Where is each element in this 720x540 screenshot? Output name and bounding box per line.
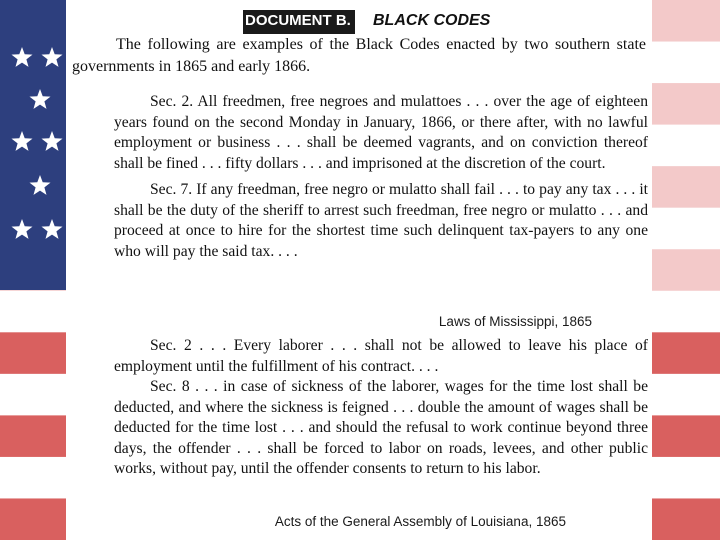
flag-canton (0, 0, 72, 290)
intro-paragraph: The following are examples of the Black Codes enacted by two southern state governments in 1865 and early 1866. (72, 36, 646, 75)
louisiana-source-citation: Acts of the General Assembly of Louisiana, 1865 (274, 514, 566, 529)
louisiana-excerpt (114, 336, 648, 480)
document-label: DOCUMENT B. (243, 10, 355, 34)
mississippi-section-7: Sec. 7. If any freedman, free negro or mulatto shall fail . . . to pay any tax . . . it shall be the duty of the sheriff to arrest such freedman, free negro or mulatto . . . and proceed at once to hire for the shortest time such delinquent tax-payers to any one who will pay the said tax. . . . (114, 181, 648, 260)
scanned-document-page (66, 0, 652, 540)
louisiana-section-2: Sec. 2 . . . Every laborer . . . shall not be allowed to leave his place of employment until the fulfillment of his contract. . . . (114, 337, 648, 375)
document-title: BLACK CODES (373, 12, 491, 29)
mississippi-excerpt (114, 92, 648, 262)
document-header (243, 10, 490, 32)
mississippi-source-citation: Laws of Mississippi, 1865 (438, 314, 592, 329)
mississippi-section-2: Sec. 2. All freedmen, free negroes and mulattoes . . . over the age of eighteen years found on the second Monday in January, 1866, or there after, with no lawful employment or business . . . shall be deemed vagrants, and on conviction thereof shall be fined . . . fifty dollars . . . and imprisoned at the discretion of the court. (114, 93, 648, 172)
louisiana-section-8: Sec. 8 . . . in case of sickness of the laborer, wages for the time lost shall be deducted, and where the sickness is feigned . . . double the amount of wages shall be deducted for the time lost . . . and should the refusal to work continue beyond three days, the offender . . . shall be forced to labor on roads, levees, and other public works, without pay, until the offender consents to return to his labor. (114, 378, 648, 477)
flag-stars (0, 0, 72, 290)
